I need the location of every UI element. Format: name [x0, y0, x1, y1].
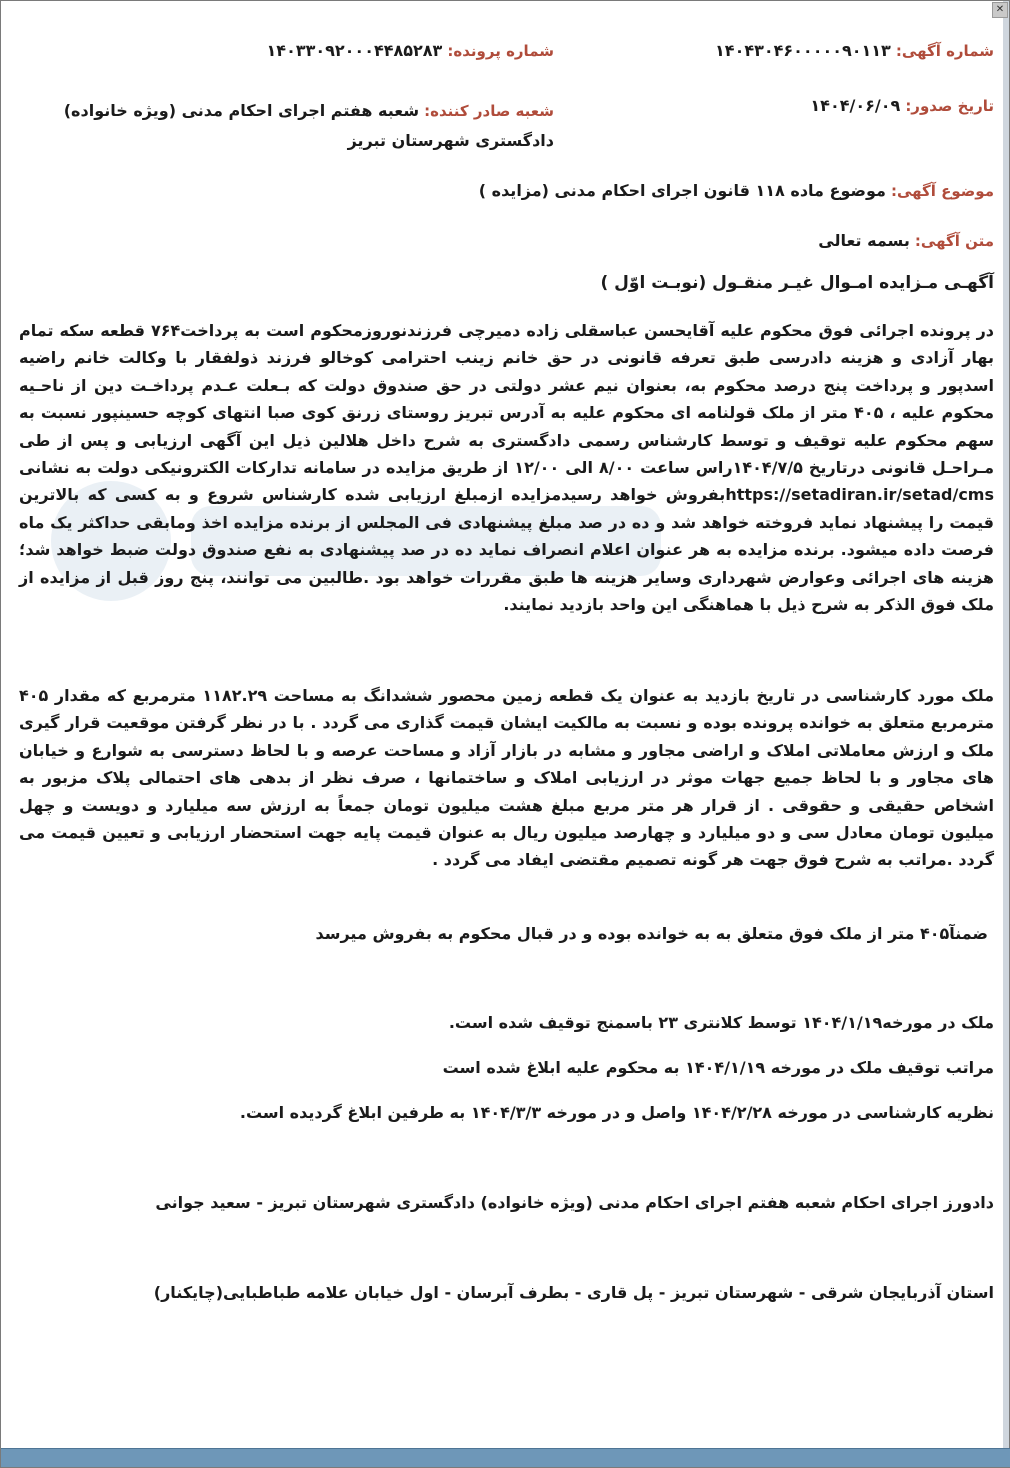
issue-date-label: تاریخ صدور:	[905, 97, 994, 115]
issue-date	[810, 96, 994, 115]
file-number	[267, 41, 554, 60]
auction-paragraph-2: ملک مورد کارشناسی در تاریخ بازدید به عنوان یک قطعه زمین محصور ششدانگ به مساحت ۱۱۸۲.۲۹ مترمربع که مقدار ۴۰۵ مترمربع متعلق به خوانده پرونده بوده و نسبت به مالکیت ایشان قیمت گذاری می گردد . با در نظر گرفتن موقعیت قرار گیری ملک و ارزش معاملاتی املاک و اراضی مجاور و مشابه در بازار آزاد و مساحت عرصه و با لحاظ دسترسی به شوارع و خیابان های مجاور و با لحاظ جمیع جهات موثر در ارزیابی املاک و ساختمانها ، صرف نظر از بدهی های احتمالی پلاک مزبور به اشخاص حقیقی و حقوقی . از قرار هر متر مربع مبلغ هشت میلیون تومان جمعاً به ارزش سه میلیارد و دویست و چهل میلیون تومان معادل سی و دو میلیارد و چهارصد میلیون ریال به عنوان قیمت پایه جهت استحضار ارزیابی و تعیین قیمت می گردد .مراتب به شرح فوق جهت هر گونه تصمیم مقتضی ایفاد می گردد .	[19, 686, 995, 870]
auction-paragraph-1: در پرونده اجرائی فوق محکوم علیه آقایحسن عباسقلی زاده دمیرچی فرزندنوروزمحکوم است به پرداخت۷۶۴ قطعه سکه تمام بهار آزادی و هزینه دادرسی طبق تعرفه قانونی در حق خانم زینب احترامی کوخالو فرزند ذولفقار با وکالت خانم راضیه اسدپور و پرداخت پنج درصد محکوم به، بعنوان نیم عشر دولتی در حق صندوق دولت که بـعلت عـدم پرداخـت دین از ناحـیه محکوم علیه ، ۴۰۵ متر از ملک قولنامه ای محکوم علیه به آدرس تبریز روستای زرنق کوی صبا انتهای کوچه حسینپور نسبت به سهم محکوم علیه توقیف و توسط کارشناس رسمی دادگستری به شرح داخل هلالین ذیل این آگهی ارزیابی و پس از طی مـراحـل قانونی درتاریخ ۱۴۰۴/۷/۵راس ساعت ۸/۰۰ الی ۱۲/۰۰ از طریق مزایده در سامانه تدارکات الکترونیکی دولت به نشانی https://setadiran.ir/setad/cmsبفروش خواهد رسیدمزایده ازمبلغ ارزیابی شده کارشناس شروع و به کسی که بالاترین قیمت را پیشنهاد نماید فروخته خواهد شد و ده در صد مبلغ پیشنهادی فی المجلس از برنده مزایده اخذ ومابقی حداکثر یک ماه فرصت داده میشود. برنده مزایده به هر عنوان اعلام انصراف نماید ده در صد پیشنهادی به نفع صندوق دولت ضبط خواهد شد؛ هزینه های اجرائی وعوارض شهرداری وسایر هزینه ها طبق مقررات خواهد بود .طالبین می توانند، پنج روز قبل از مزایده از ملک فوق الذکر به شرح ذیل با هماهنگی این واحد بازدید نمایند.	[19, 321, 995, 615]
file-number-value: ۱۴۰۳۳۰۹۲۰۰۰۴۴۸۵۲۸۳	[266, 41, 443, 60]
ownership-note: ضمنآ۴۰۵ متر از ملک فوق متعلق به به خوانده بوده و در قبال محکوم به بفروش میرسد	[315, 924, 988, 943]
notice-text-value: بسمه تعالی	[818, 231, 910, 250]
notice-number-value: ۱۴۰۴۳۰۴۶۰۰۰۰۰۹۰۱۱۳	[715, 41, 891, 60]
close-icon[interactable]: ✕	[992, 2, 1008, 18]
notice-text	[818, 231, 994, 250]
notice-subject-label: موضوع آگهی:	[890, 182, 994, 200]
notice-subject-value: موضوع ماده ۱۱۸ قانون اجرای احکام مدنی (مزایده )	[478, 181, 886, 200]
notice-subject	[479, 181, 994, 200]
notice-text-label: متن آگهی:	[914, 232, 994, 250]
notice-number-label: شماره آگهی:	[895, 42, 994, 60]
seizure-note: ملک در مورخه۱۴۰۴/۱/۱۹ توسط کلانتری ۲۳ باسمنج توقیف شده است.	[448, 1013, 994, 1032]
issue-date-value: ۱۴۰۴/۰۶/۰۹	[810, 96, 901, 115]
auction-heading: آگهـی مـزایده امـوال غیـر منقـول (نوبـت اوّل )	[600, 273, 994, 293]
status-bar	[1, 1448, 1010, 1467]
signature-line: دادورز اجرای احکام شعبه هفتم اجرای احکام مدنی (ویژه خانواده) دادگستری شهرستان تبریز - سعید جوانی	[155, 1193, 994, 1212]
issuing-branch-label: شعبه صادر کننده:	[424, 102, 554, 120]
expert-note: نظریه کارشناسی در مورخه ۱۴۰۴/۲/۲۸ واصل و در مورخه ۱۴۰۴/۳/۳ به طرفین ابلاغ گردیده است.	[239, 1103, 994, 1122]
vertical-scrollbar[interactable]	[1003, 1, 1009, 1467]
address-line: استان آذربایجان شرقی - شهرستان تبریز - پل قاری - بطرف آبرسان - اول خیابان علامه طباطبایی(چایکنار)	[153, 1283, 994, 1302]
issuing-branch	[19, 96, 554, 156]
notification-note: مراتب توقیف ملک در مورخه ۱۴۰۴/۱/۱۹ به محکوم علیه ابلاغ شده است	[442, 1058, 994, 1077]
file-number-label: شماره پرونده:	[447, 42, 554, 60]
issuing-branch-value: شعبه هفتم اجرای احکام مدنی (ویژه خانواده) دادگستری شهرستان تبریز	[63, 101, 554, 150]
notice-number	[715, 41, 994, 60]
